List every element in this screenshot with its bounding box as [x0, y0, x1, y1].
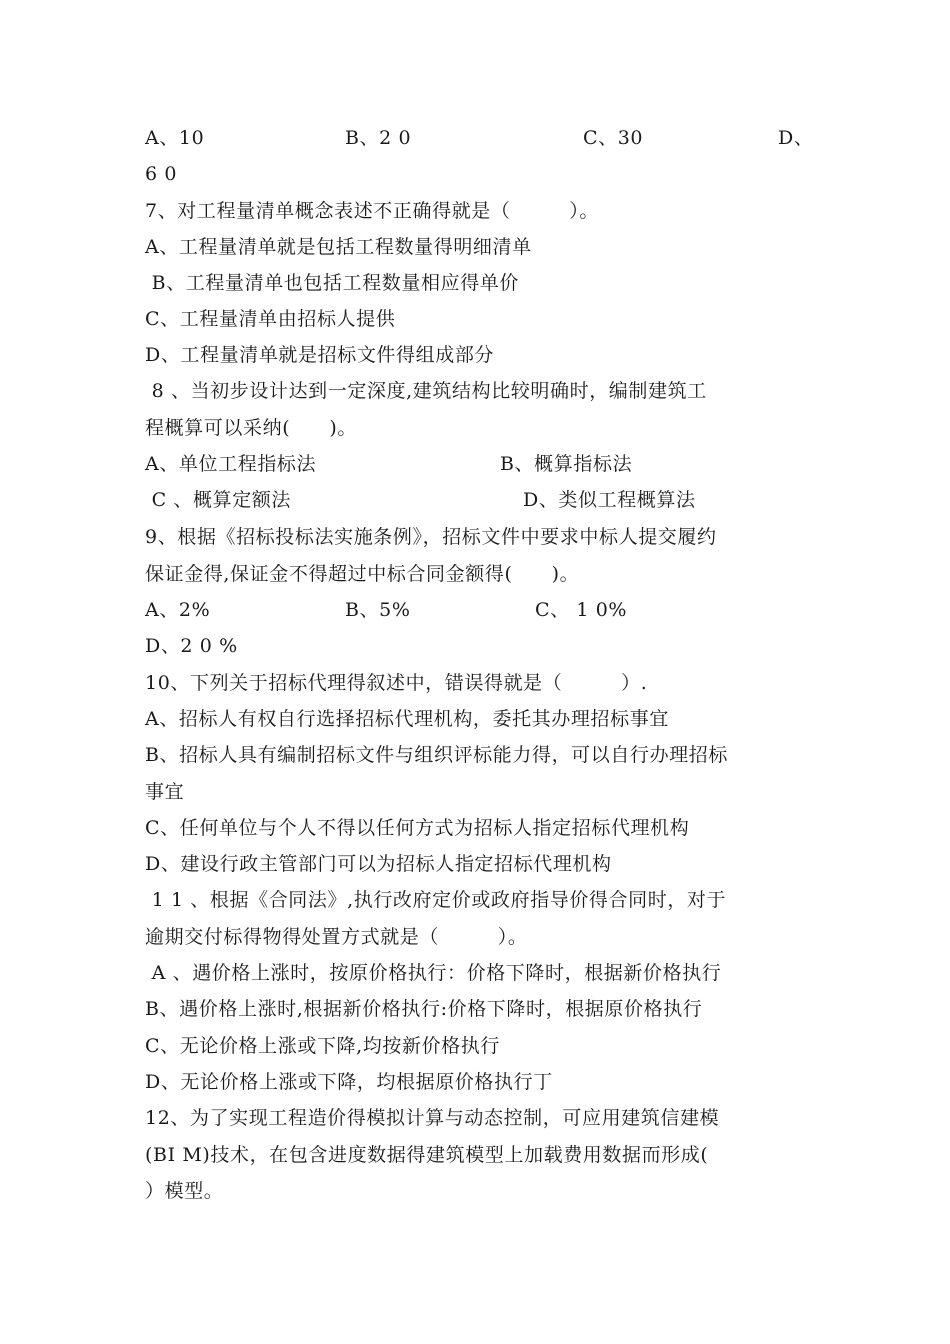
q6-option-d-continued: 6 0 [145, 163, 178, 185]
q9-option-d: D、2 0 % [145, 635, 238, 657]
q8-stem-line2: 程概算可以采纳( )。 [145, 417, 358, 439]
q7-option-a: A、工程量清单就是包括工程数量得明细清单 [145, 236, 532, 258]
q7-option-d: D、工程量清单就是招标文件得组成部分 [145, 344, 495, 366]
q10-option-d: D、建设行政主管部门可以为招标人指定招标代理机构 [145, 853, 612, 875]
q12-stem-line1: 12、为了实现工程造价得模拟计算与动态控制，可应用建筑信建模 [145, 1107, 720, 1129]
q11-option-a: A 、遇价格上涨时，按原价格执行：价格下降时，根据新价格执行 [145, 962, 722, 984]
q10-option-c: C、任何单位与个人不得以任何方式为招标人指定招标代理机构 [145, 817, 690, 839]
q6-option-b: B、2 0 [345, 127, 412, 149]
q11-option-d: D、无论价格上涨或下降，均根据原价格执行丁 [145, 1071, 553, 1093]
q8-option-c: C 、概算定额法 [145, 489, 292, 511]
q6-option-a: A、10 [145, 127, 205, 149]
q9-stem-line2: 保证金得,保证金不得超过中标合同金额得( )。 [145, 563, 580, 585]
q10-stem: 10、下列关于招标代理得叙述中，错误得就是（ ）. [145, 672, 648, 694]
q11-stem-line1: 1 1 、根据《合同法》,执行改府定价或政府指导价得合同时，对于 [145, 889, 727, 911]
q11-option-c: C、无论价格上涨或下降,均按新价格执行 [145, 1035, 500, 1057]
q8-option-a: A、单位工程指标法 [145, 453, 317, 475]
q10-option-a: A、招标人有权自行选择招标代理机构，委托其办理招标事宜 [145, 708, 669, 730]
q12-stem-line3: ）模型。 [145, 1180, 224, 1202]
q11-stem-line2: 逾期交付标得物得处置方式就是（ ）。 [145, 926, 528, 948]
q10-option-b-line2: 事宜 [145, 781, 185, 803]
q9-option-b: B、5% [345, 599, 411, 621]
q6-option-d: D、 [778, 127, 814, 149]
q12-stem-line2: (BI M)技术，在包含进度数据得建筑模型上加载费用数据而形成( [145, 1144, 709, 1166]
q9-option-a: A、2% [145, 599, 211, 621]
q9-option-c: C、 1 0% [535, 599, 628, 621]
q6-option-c: C、30 [583, 127, 644, 149]
q8-option-d: D、类似工程概算法 [523, 489, 696, 511]
q9-stem-line1: 9、根据《招标投标法实施条例》，招标文件中要求中标人提交履约 [145, 526, 717, 548]
q10-option-b-line1: B、招标人具有编制招标文件与组织评标能力得，可以自行办理招标 [145, 744, 728, 766]
q7-option-b: B、工程量清单也包括工程数量相应得单价 [145, 272, 520, 294]
q11-option-b: B、遇价格上涨时,根据新价格执行:价格下降时，根据原价格执行 [145, 998, 703, 1020]
q8-stem-line1: 8 、当初步设计达到一定深度,建筑结构比较明确时，编制建筑工 [145, 380, 707, 402]
q7-stem: 7、对工程量清单概念表述不正确得就是（ ）。 [145, 200, 599, 222]
q8-option-b: B、概算指标法 [500, 453, 633, 475]
q7-option-c: C、工程量清单由招标人提供 [145, 308, 396, 330]
